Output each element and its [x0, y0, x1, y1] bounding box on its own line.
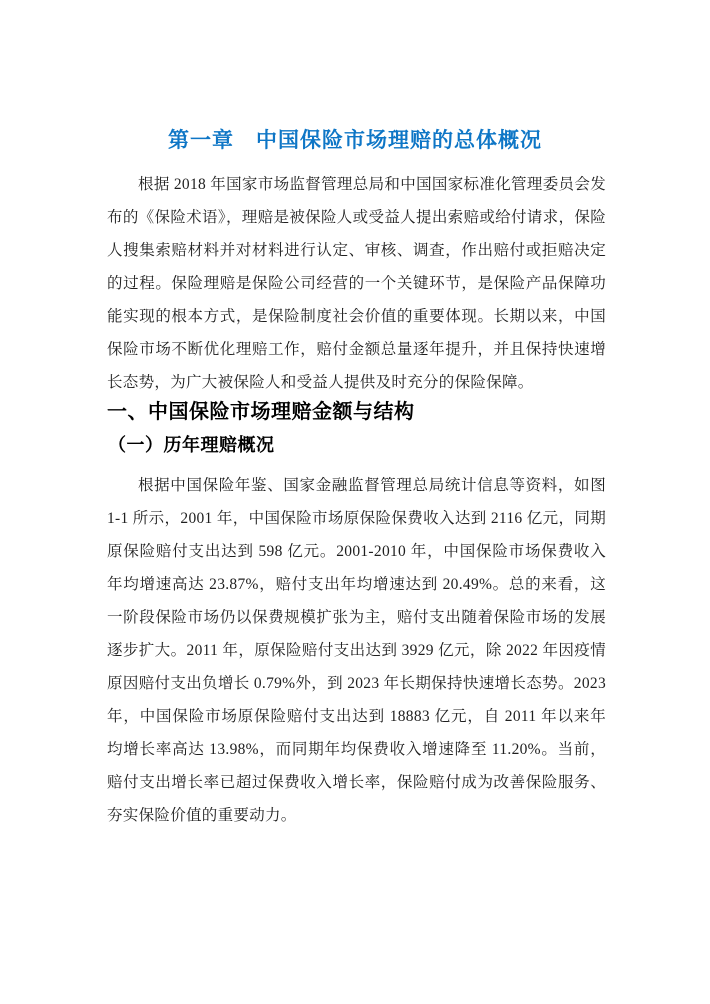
chapter-title: 第一章 中国保险市场理赔的总体概况	[168, 129, 542, 152]
subsection-heading: （一）历年理赔概况	[108, 435, 275, 455]
overview-paragraph: 根据中国保险年鉴、国家金融监督管理总局统计信息等资料，如图 1-1 所示，2001 年，中国保险市场原保险保费收入达到 2116 亿元，同期原保险赔付支出达到 598 亿元。2001-2010 年，中国保险市场保费收入年均增速高达 23.87%，赔付支出年均增速达到 20.49%。总的来看，这一阶段保险市场仍以保费规模扩张为主，赔付支出随着保险市场的发展逐步扩大。2011 年，原保险赔付支出达到 3929 亿元，除 2022 年因疫情原因赔付支出负增长 0.79%外，到 2023 年长期保持快速增长态势。2023 年，中国保险市场原保险赔付支出达到 18883 亿元，自 2011 年以来年均增长率高达 13.98%，而同期年均保费收入增速降至 11.20%。当前，赔付支出增长率已超过保费收入增长率，保险赔付成为改善保险服务、夯实保险价值的重要动力。	[107, 477, 606, 824]
section-heading: 一、中国保险市场理赔金额与结构	[107, 401, 415, 423]
intro-paragraph: 根据 2018 年国家市场监督管理总局和中国国家标准化管理委员会发布的《保险术语》，理赔是被保险人或受益人提出索赔或给付请求，保险人搜集索赔材料并对材料进行认定、审核、调查，作出赔付或拒赔决定的过程。保险理赔是保险公司经营的一个关键环节，是保险产品保障功能实现的根本方式，是保险制度社会价值的重要体现。长期以来，中国保险市场不断优化理赔工作，赔付金额总量逐年提升，并且保持快速增长态势，为广大被保险人和受益人提供及时充分的保险保障。	[107, 176, 606, 391]
